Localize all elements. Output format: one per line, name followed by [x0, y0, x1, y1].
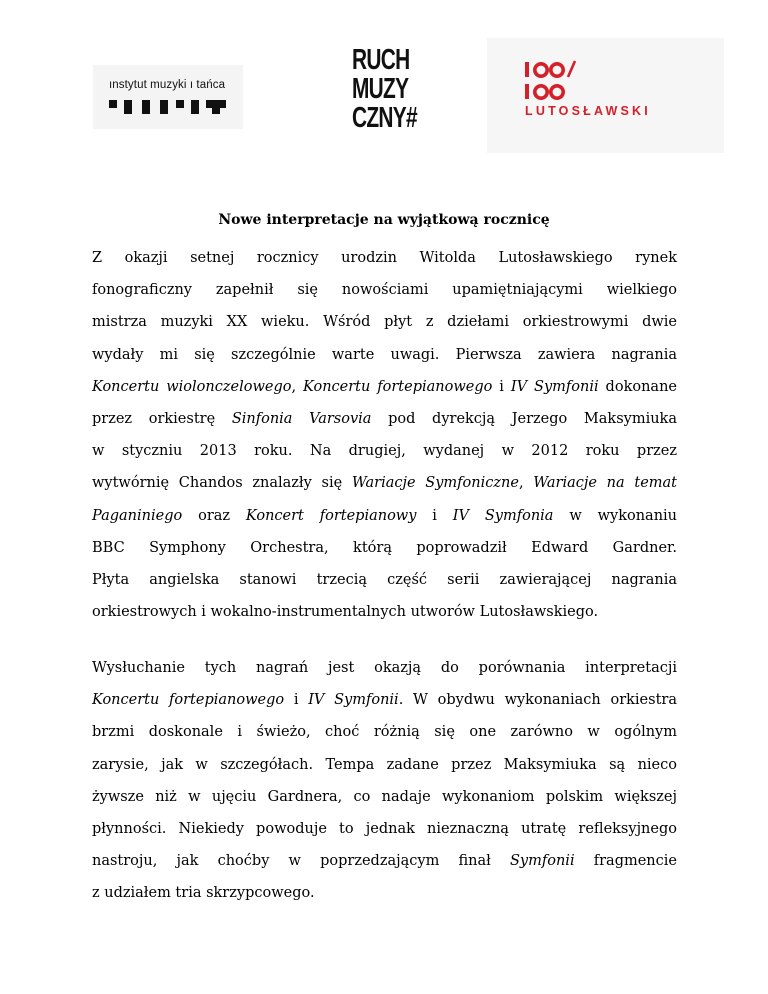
- imit-bars-icon: [109, 97, 227, 117]
- text-line: [92, 371, 677, 403]
- article-paragraph-2: [92, 652, 677, 910]
- ruch-logo-line-1: RUCH: [352, 44, 410, 76]
- text-line: [92, 716, 677, 748]
- italic-title-run: Sinfonia Varsovia: [231, 411, 372, 428]
- text-run: BBC Symphony Orchestra, którą poprowadził Edward Gardner.: [92, 539, 677, 556]
- italic-title-run: Paganiniego: [92, 507, 183, 524]
- text-line: [92, 749, 677, 781]
- text-run: Płyta angielska stanowi trzecią część serii zawierającej nagrania: [92, 572, 677, 589]
- text-line: [92, 532, 677, 564]
- italic-title-run: IV Symfonia: [452, 507, 554, 524]
- text-line: [92, 403, 677, 435]
- italic-title-run: Koncertu fortepianowego: [92, 692, 285, 709]
- text-run: fonograficzny zapełnił się nowościami upamiętniającymi wielkiego: [92, 282, 677, 299]
- lutoslawski-logo-text: LUTOSŁAWSKI: [525, 104, 651, 118]
- text-run: fragmencie: [574, 853, 677, 870]
- text-run: . W obydwu wykonaniach orkiestra: [398, 692, 677, 709]
- text-run: w styczniu 2013 roku. Na drugiej, wydanej w 2012 roku przez: [92, 443, 677, 460]
- text-run: ,: [518, 475, 534, 492]
- text-run: wytwórnię Chandos znalazły się: [92, 475, 352, 492]
- text-line: [92, 564, 677, 596]
- lutoslawski-100-mark-icon: [525, 60, 615, 102]
- text-line: [92, 339, 677, 371]
- text-run: z udziałem tria skrzypcowego.: [92, 885, 315, 902]
- text-line: [92, 435, 677, 467]
- text-line: [92, 684, 677, 716]
- ruch-muzyczny-logo: [352, 46, 432, 138]
- text-line: [92, 467, 677, 499]
- text-run: żywsze niż w ujęciu Gardnera, co nadaje wykonaniom polskim większej: [92, 788, 677, 805]
- text-run: Z okazji setnej rocznicy urodzin Witolda Lutosławskiego rynek: [92, 250, 677, 266]
- text-run: i: [492, 378, 511, 395]
- text-run: płynności. Niekiedy powoduje to jednak nieznaczną utratę refleksyjnego: [92, 821, 677, 838]
- text-run: oraz: [182, 507, 246, 524]
- text-line: [92, 274, 677, 306]
- italic-title-run: IV Symfonii: [510, 378, 599, 395]
- text-run: ,: [291, 378, 304, 395]
- text-line: [92, 652, 677, 684]
- article-title: Nowe interpretacje na wyjątkową rocznicę: [218, 212, 550, 228]
- text-line: [92, 877, 677, 909]
- text-run: i: [416, 507, 453, 524]
- text-run: nastroju, jak choćby w poprzedzającym finał: [92, 853, 510, 870]
- text-run: brzmi doskonale i świeżo, choć różnią się one zarówno w ogólnym: [92, 724, 677, 741]
- text-run: wydały mi się szczególnie warte uwagi. Pierwsza zawiera nagrania: [92, 346, 677, 363]
- italic-title-run: Wariacje na temat: [533, 475, 678, 492]
- italic-title-run: Wariacje Symfoniczne: [351, 475, 519, 492]
- text-line: [92, 500, 677, 532]
- text-line: [92, 242, 677, 274]
- italic-title-run: IV Symfonii: [308, 692, 399, 709]
- ruch-logo-line-3: CZNY#: [352, 102, 417, 134]
- text-run: mistrza muzyki XX wieku. Wśród płyt z dziełami orkiestrowymi dwie: [92, 314, 677, 331]
- article-paragraph-1: [92, 242, 677, 628]
- text-run: zarysie, jak w szczegółach. Tempa zadane przez Maksymiuka są nieco: [92, 756, 677, 773]
- text-line: [92, 596, 677, 628]
- italic-title-run: Symfonii: [510, 853, 575, 870]
- italic-title-run: Koncert fortepianowy: [245, 507, 417, 524]
- text-line: [92, 306, 677, 338]
- instytut-muzyki-i-tanca-logo: [93, 65, 243, 129]
- text-run: i: [284, 692, 309, 709]
- text-line: [92, 781, 677, 813]
- text-run: Wysłuchanie tych nagrań jest okazją do porównania interpretacji: [92, 660, 677, 676]
- lutoslawski-100-logo: [487, 38, 724, 153]
- text-run: przez orkiestrę: [92, 411, 232, 428]
- text-line: [92, 813, 677, 845]
- italic-title-run: Koncertu fortepianowego: [303, 378, 493, 395]
- text-line: [92, 845, 677, 877]
- text-run: orkiestrowych i wokalno-instrumentalnych utworów Lutosławskiego.: [92, 604, 599, 621]
- text-run: dokonane: [598, 378, 677, 395]
- text-run: pod dyrekcją Jerzego Maksymiuka: [371, 411, 677, 428]
- imit-logo-text: ınstytut muzyki ı tańca: [109, 79, 226, 91]
- logo-header: [0, 0, 768, 170]
- italic-title-run: Koncertu wiolonczelowego: [92, 378, 292, 395]
- ruch-logo-line-2: MUZY: [352, 73, 409, 105]
- text-run: w wykonaniu: [553, 507, 678, 524]
